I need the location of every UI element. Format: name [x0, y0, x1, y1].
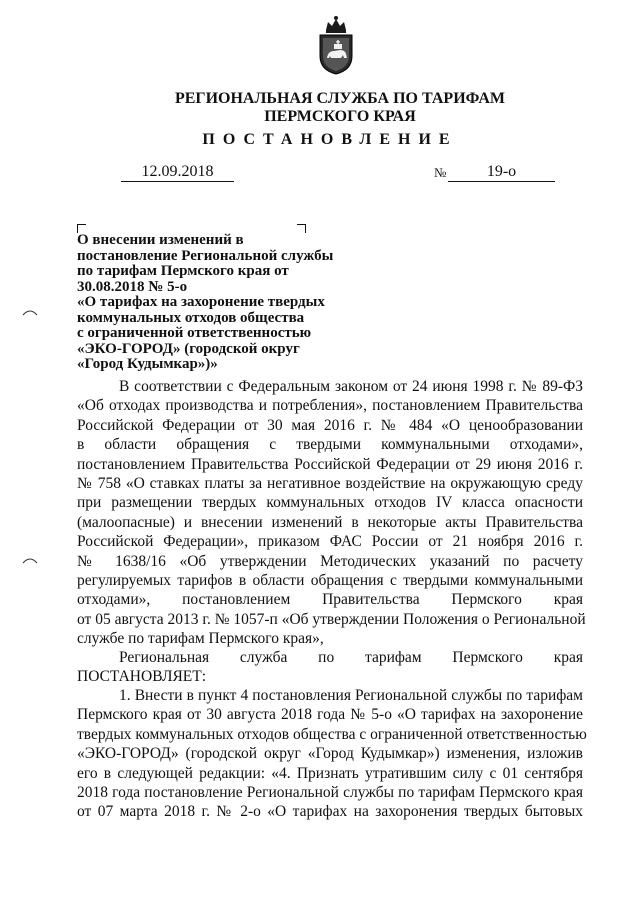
text-line: при размещении твердых коммунальных отходов IV класса опасности: [77, 494, 583, 512]
document-subject: [77, 233, 347, 373]
organization-name-line2: ПЕРМСКОГО КРАЯ: [264, 108, 416, 125]
subject-line: с ограниченной ответственностью: [77, 325, 312, 341]
text-line: 1. Внести в пункт 4 постановления Региональной службы по тарифам: [119, 687, 583, 704]
text-line: от 05 августа 2013 г. № 1057-п «Об утверждении Положения о Региональной: [77, 610, 586, 628]
subject-line: «ЭКО-ГОРОД» (городской округ: [77, 340, 300, 357]
document-number-label: №: [434, 165, 447, 180]
text-line: твердых коммунальных отходов общества с ограниченной ответственностью: [77, 725, 587, 743]
text-line: «ЭКО-ГОРОД» (городской округ «Город Кудымкар») изменения, изложив: [77, 745, 583, 763]
subject-line: коммунальных отходов общества: [77, 309, 305, 326]
punch-hole-mark: [22, 556, 38, 564]
text-line: службе по тарифам Пермского края»,: [77, 630, 324, 648]
document-date: 12.09.2018: [121, 163, 234, 182]
text-line: В соответствии с Федеральным законом от 24 июня 1998 г. № 89-ФЗ: [119, 378, 583, 395]
text-line: (малоопасные) и внесении изменений в некоторые акты Правительства: [77, 513, 583, 531]
text-line: Пермского края от 30 августа 2018 года № 5-о «О тарифах на захоронение: [77, 706, 583, 724]
subject-line: по тарифам Пермского края от: [77, 263, 289, 279]
text-line: 2018 года постановление Региональной службы по тарифам Пермского края: [77, 783, 583, 801]
perm-krai-coat-of-arms-icon: [316, 14, 356, 76]
text-line: № 758 «О ставках платы за негативное воздействие на окружающую среду: [77, 474, 583, 492]
subject-line: О внесении изменений в: [77, 232, 244, 248]
subject-bracket-right: [297, 224, 306, 233]
document-type-title: ПОСТАНОВЛЕНИЕ: [202, 131, 458, 148]
subject-line: «Город Кудымкар»)»: [77, 356, 218, 372]
text-line: Российской Федерации от 30 мая 2016 г. № 484 «О ценообразовании: [77, 416, 583, 434]
text-line: в области обращения с твердыми коммунальными отходами»,: [77, 436, 583, 454]
text-line: ПОСТАНОВЛЯЕТ:: [77, 668, 207, 686]
text-line: от 07 марта 2018 г. № 2-о «О тарифах на захоронения твердых бытовых: [77, 803, 583, 821]
text-line: Региональная служба по тарифам Пермского края: [119, 649, 583, 666]
text-line: его в следующей редакции: «4. Признать утратившим силу с 01 сентября: [77, 764, 583, 782]
body-paragraph-clause-1: [77, 686, 587, 822]
text-line: № 1638/16 «Об утверждении Методических указаний по расчету: [77, 552, 583, 570]
body-paragraph-preamble: [77, 377, 586, 648]
text-line: регулируемых тарифов в области обращения с твердыми коммунальными: [77, 571, 583, 589]
organization-name-line1: РЕГИОНАЛЬНАЯ СЛУЖБА ПО ТАРИФАМ: [174, 90, 506, 107]
body-paragraph-resolves: [77, 648, 583, 687]
subject-line: 30.08.2018 № 5-о: [77, 278, 188, 295]
document-number: 19-о: [448, 163, 555, 182]
punch-hole-mark: [22, 308, 38, 316]
text-line: постановлением Правительства Российской Федерации от 29 июня 2016 г.: [77, 455, 583, 473]
text-line: Российской Федерации», приказом ФАС России от 21 ноября 2016 г.: [77, 533, 583, 551]
text-line: «Об отходах производства и потребления», постановлением Правительства: [77, 397, 583, 415]
subject-line: постановление Региональной службы: [77, 247, 334, 264]
subject-line: «О тарифах на захоронение твердых: [77, 294, 325, 310]
text-line: отходами», постановлением Правительства Пермского края: [77, 591, 583, 609]
